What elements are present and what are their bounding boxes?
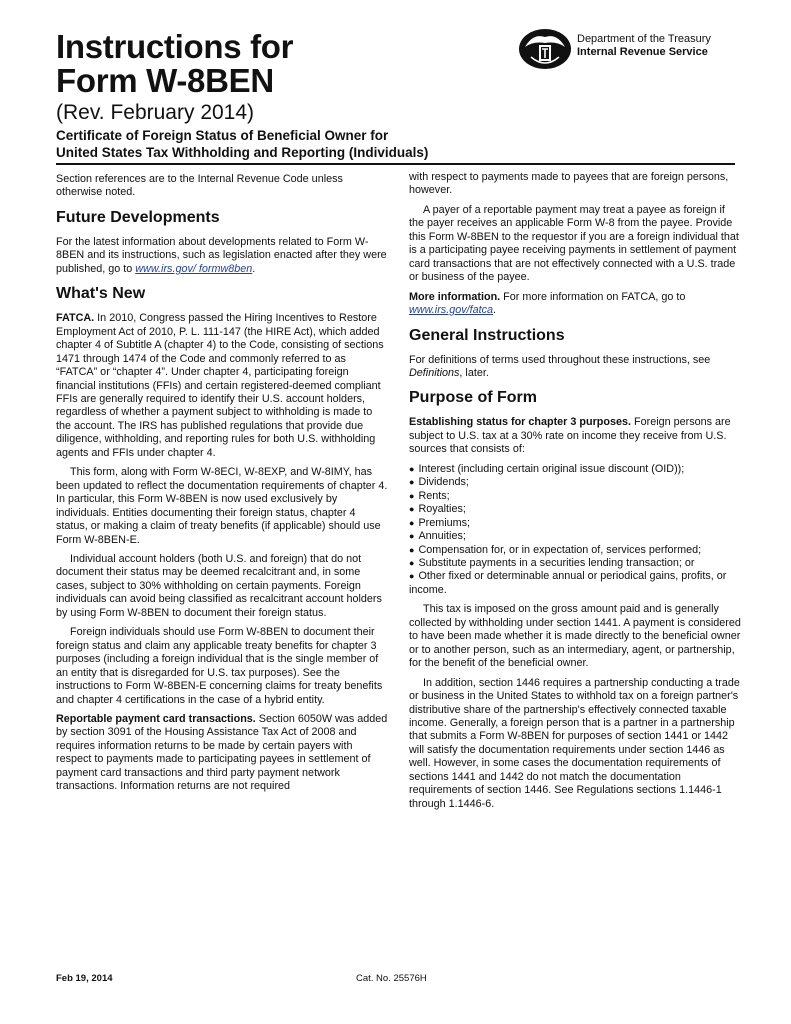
right-column (409, 171, 742, 817)
holders-paragraph: Individual account holders (both U.S. and foreign) that do not document their status may be deemed recalcitrant and, in some cases, subject to 30% withholding on certain payments. Foreign individuals can avoid being classified as recalcitrant account holders by using Form W-8BEN to document their foreign status. (56, 552, 382, 619)
title-line-1: Instructions for (56, 28, 294, 65)
header-rule (56, 163, 735, 165)
fatca-paragraph: FATCA. In 2010, Congress passed the Hiring Incentives to Restore Employment Act of 2010, P. L. 111-147 (the HIRE Act), which added chapter 4 of Subtitle A (chapter 4) to the Code, consisting of sections 1471 through 1474 of the Code and commonly referred to as “FATCA” or “chapter 4”. Under chapter 4, participating foreign financial institutions (FFIs) and certain registered-deemed compliant FFIs are generally required to identify their U.S. account holders, regardless of whether a payment subject to withholding is made to the account. The IRS has published regulations that provide due diligence, withholding, and reporting rules for both U.S. withholding agents and FFIs under chapter 4. (56, 312, 384, 459)
purpose-heading: Purpose of Form (409, 389, 538, 407)
tax-paragraph: This tax is imposed on the gross amount paid and is generally collected by withholding under section 1441. A payment is considered to have been made whether it is made directly to the beneficial owner or to another person, such as an intermediary, agent, or partnership, for the benefit of the beneficial owner. (409, 603, 741, 670)
continuation-paragraph: with respect to payments made to payees that are foreign persons, however. (409, 171, 729, 197)
establishing-paragraph: Establishing status for chapter 3 purposes. Foreign persons are subject to U.S. tax at a 30% rate on income they receive from U.S. sources that consists of: (409, 416, 731, 456)
future-developments-heading: Future Developments (56, 208, 220, 226)
revision-date: (Rev. February 2014) (56, 101, 255, 124)
list-item: ● Annuities; (409, 530, 466, 543)
intro-paragraph: Section references are to the Internal Revenue Code unless otherwise noted. (56, 173, 343, 199)
subtitle-line-2: United States Tax Withholding and Reporting (Individuals) (56, 145, 429, 160)
irs-fatca-link[interactable]: www.irs.gov/fatca (409, 304, 494, 317)
left-column (56, 173, 389, 800)
list-item: ● Compensation for, or in expectation of, services performed; (409, 543, 702, 556)
general-instructions-heading: General Instructions (409, 326, 565, 344)
footer-date: Feb 19, 2014 (56, 973, 113, 984)
future-paragraph: For the latest information about developments related to Form W-8BEN and its instructions, such as legislation enacted after they were published, go to www.irs.gov/ formw8ben. (56, 235, 387, 275)
payer-paragraph: A payer of a reportable payment may treat a payee as foreign if the payer receives an applicable Form W-8 from the payee. Provide this Form W-8BEN to the requestor if you are a foreign individual that is a participating payee receiving payments in settlement of payment card transactions that are not effectively connected with a U.S. trade or business of the payee. (409, 203, 739, 284)
list-item: ● Substitute payments in a securities lending transaction; or (409, 556, 695, 569)
list-item: ● Interest (including certain original issue discount (OID)); (409, 462, 685, 475)
list-item: ● Rents; (409, 489, 450, 502)
section-1446-paragraph: In addition, section 1446 requires a partnership conducting a trade or business in the United States to withhold tax on a foreign partner's distributive share of the partnership's effectively connected taxable income. Generally, a foreign person that is a partner in a partnership that submits a Form W-8BEN for purposes of section 1441 or 1442 will satisfy the documentation requirements under section 1446 as well. However, in some cases the documentation requirements of sections 1441 and 1442 do not match the documentation requirements of section 1446. See Regulations sections 1.1446-1 through 1.1446-6. (409, 676, 740, 810)
agency-block (577, 33, 711, 59)
more-info-paragraph: More information. For more information on FATCA, go to www.irs.gov/fatca. (409, 290, 686, 317)
catalog-number: Cat. No. 25576H (356, 973, 427, 984)
list-item: ● Dividends; (409, 476, 469, 489)
subtitle-line-1: Certificate of Foreign Status of Beneficial Owner for (56, 128, 389, 143)
foreign-paragraph: Foreign individuals should use Form W-8BEN to document their foreign status and claim any applicable treaty benefits for chapter 3 purposes (including a foreign individual that is the single member of an entity that is disregarded for U.S. tax purposes). See the instructions to Form W-8BEN-E concerning claims for treaty benefits and chapter 4 certifications in the case of a hybrid entity. (56, 626, 383, 706)
income-list (409, 463, 742, 598)
reportable-payment-paragraph: Reportable payment card transactions. Section 6050W was added by section 3091 of the Housing Assistance Tax Act of 2008 and requires information returns to be made by certain payers with respect to payments made to participating payees in settlement of payment card transactions and third party payment network transactions. Information returns are not required (56, 712, 388, 793)
general-paragraph: For definitions of terms used throughout these instructions, see Definitions, later. (409, 353, 711, 379)
irs-w8ben-link[interactable]: www.irs.gov/ formw8ben (135, 262, 253, 275)
form-paragraph: This form, along with Form W-8ECI, W-8EXP, and W-8IMY, has been updated to reflect the documentation requirements of chapter 4. In particular, this Form W-8BEN is now used exclusively by individuals. Entities documenting their foreign status, chapter 4 status, or making a claim of treaty benefits (if applicable) should use Form W-8BEN-E. (56, 466, 388, 546)
list-item: ● Other fixed or determinable annual or periodical gains, profits, or income. (409, 570, 727, 596)
list-item: ● Premiums; (409, 516, 471, 529)
agency-dept: Department of the Treasury (577, 33, 711, 45)
list-item: ● Royalties; (409, 503, 466, 516)
title-line-2: Form W-8BEN (56, 62, 274, 99)
irs-eagle-logo-icon (517, 27, 573, 71)
whats-new-heading: What's New (56, 285, 146, 303)
agency-irs: Internal Revenue Service (577, 46, 708, 58)
